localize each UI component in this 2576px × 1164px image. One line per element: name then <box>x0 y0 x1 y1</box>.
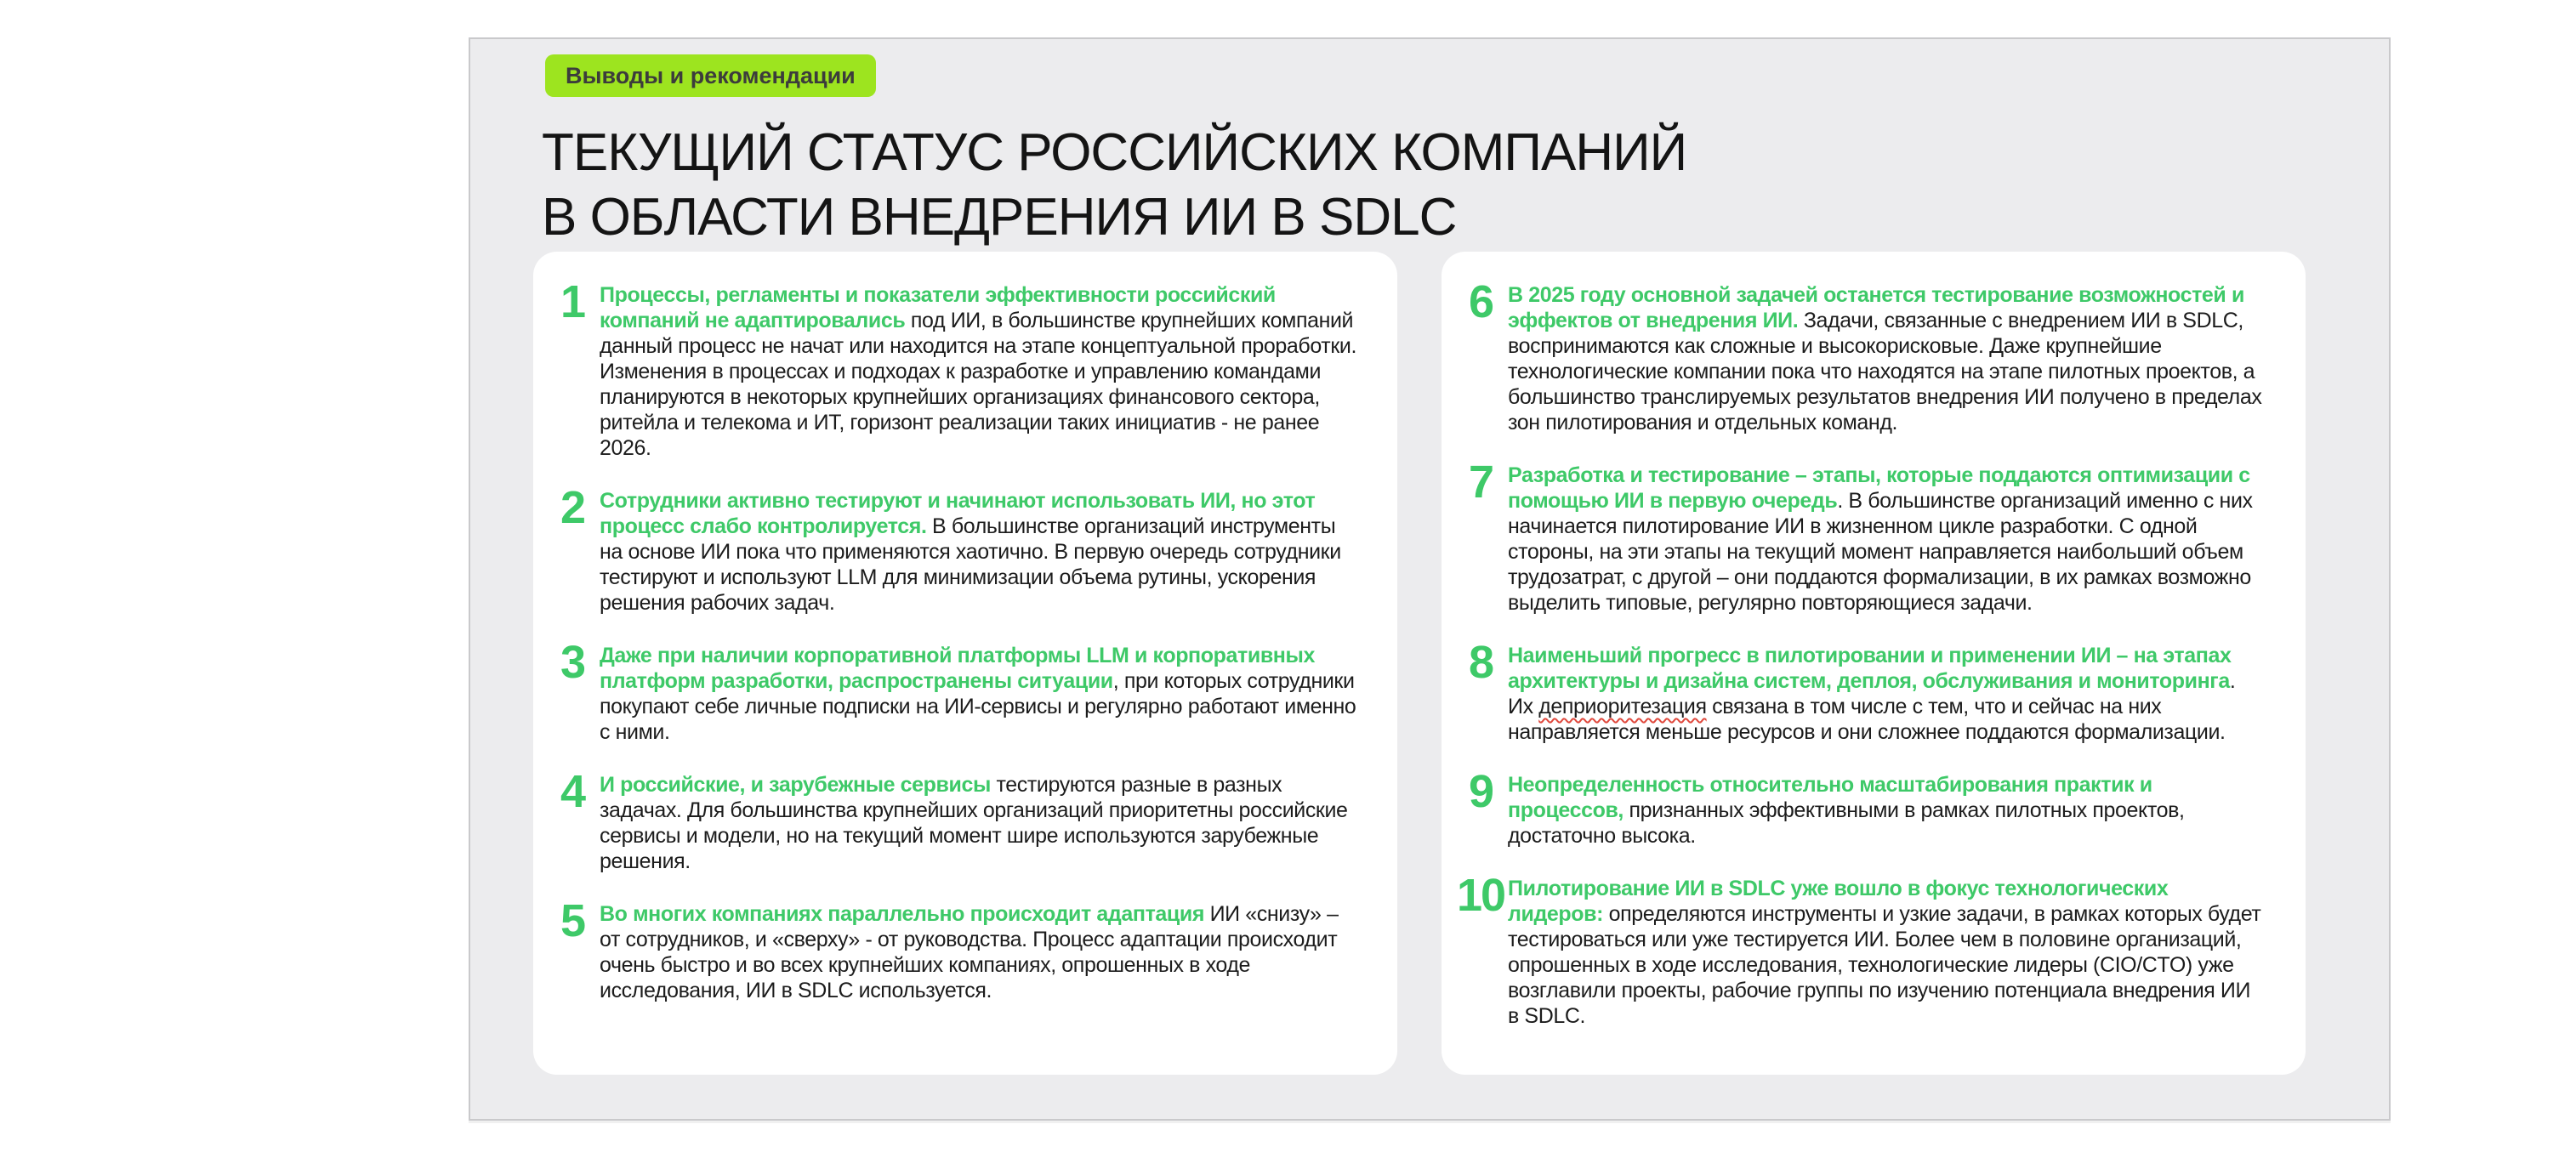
item-text <box>600 282 1356 461</box>
section-badge: Выводы и рекомендации <box>545 54 876 97</box>
item-body-segment: тестируются разные в разных задачах. Для большинства крупнейших организаций приоритетны российские сервисы и модели, но на текущий момент шире используются зарубежные решения. <box>600 773 1348 873</box>
item-lead-text: Пилотирование ИИ в SDLC уже вошло в фокус технологических лидеров: <box>1508 877 2169 926</box>
item-number: 1 <box>560 276 585 327</box>
item-lead-text: Даже при наличии корпоративной платформы LLM и корпоративных платформ разработки, распространены ситуации <box>600 644 1315 693</box>
item-text <box>1508 643 2265 745</box>
numbered-conclusion-item <box>1453 276 2265 435</box>
cards-row <box>533 252 2306 1075</box>
slide-title-line2: В ОБЛАСТИ ВНЕДРЕНИЯ ИИ В SDLC <box>542 188 1457 247</box>
item-lead-text: Сотрудники активно тестируют и начинают использовать ИИ, но этот процесс слабо контролируется. <box>600 489 1316 538</box>
numbered-conclusion-item <box>1453 637 2265 745</box>
item-lead-text: В 2025 году основной задачей останется тестирование возможностей и эффектов от внедрения ИИ. <box>1508 283 2244 332</box>
item-body-misspelled-word: деприоритезация <box>1538 695 1707 718</box>
item-text <box>1508 463 2265 616</box>
slide-title-line1: ТЕКУЩИЙ СТАТУС РОССИЙСКИХ КОМПАНИЙ <box>542 123 1687 182</box>
item-body-segment: связана в том числе с тем, что и сейчас на них направляется меньше ресурсов и они сложнее поддаются формализации. <box>1508 695 2226 744</box>
conclusions-card-right <box>1442 252 2306 1075</box>
item-body-segment: . Их <box>1508 669 2236 718</box>
item-body-segment: определяются инструменты и узкие задачи, в рамках которых будет тестироваться или уже тестируется ИИ. Более чем в половине организаций, опрошенных в ходе исследования, технологические лидеры (CIO/CTO) уже возглавили проекты, рабочие группы по изучению потенциала внедрения ИИ в SDLC. <box>1508 902 2261 1028</box>
item-body-segment: . В большинстве организаций именно с них начинается пилотирование ИИ в жизненном цикле разработки. С одной стороны, на эти этапы на текущий момент направляется наибольший объем трудозатрат, с другой – они поддаются формализации, в их рамках возможно выделить типовые, регулярно повторяющиеся задачи. <box>1508 489 2253 615</box>
item-text <box>1508 772 2265 849</box>
item-number: 4 <box>560 766 585 817</box>
item-body-text <box>1508 902 2260 1028</box>
item-body-segment: Задачи, связанные с внедрением ИИ в SDLC, воспринимаются как сложные и высокорисковые. Даже крупнейшие технологические компании пока что находятся на этапе пилотных проектов, а большинство транслируемых результатов внедрения ИИ получено в пределах зон пилотирования и отдельных команд. <box>1508 309 2262 434</box>
numbered-conclusion-item <box>1453 870 2265 1029</box>
item-text <box>600 643 1356 745</box>
item-body-segment: , при которых сотрудники покупают себе личные подписки на ИИ-сервисы и регулярно работают именно с ними. <box>600 669 1356 744</box>
numbered-conclusion-item <box>1453 457 2265 616</box>
item-text <box>600 772 1356 874</box>
item-number: 10 <box>1456 870 1505 921</box>
item-number: 2 <box>560 482 585 533</box>
item-number: 3 <box>560 637 585 688</box>
numbered-conclusion-item <box>545 482 1356 616</box>
item-body-segment: под ИИ, в большинстве крупнейших компаний данный процесс не начат или находится на этапе концептуальной проработки. Изменения в процессах и подходах к разработке и управлению командами планируются в некоторых крупнейших организациях финансового сектора, ритейла и телекома и ИТ, горизонт реализации таких инициатив - не ранее 2026. <box>600 309 1357 460</box>
item-lead-text: Процессы, регламенты и показатели эффективности российский компаний не адаптировались <box>600 283 1276 332</box>
numbered-conclusion-item <box>545 276 1357 461</box>
item-body-segment: признанных эффективными в рамках пилотных проектов, достаточно высока. <box>1508 798 2185 848</box>
items-list-left <box>545 276 1357 1003</box>
item-number: 6 <box>1468 276 1493 327</box>
numbered-conclusion-item <box>545 766 1356 874</box>
item-number: 7 <box>1468 457 1493 508</box>
item-lead-text: И российские, и зарубежные сервисы <box>600 773 991 797</box>
item-number: 9 <box>1468 766 1493 817</box>
conclusions-card-left <box>533 252 1397 1075</box>
item-body-segment: ИИ «снизу» – от сотрудников, и «сверху» - от руководства. Процесс адаптации происходит очень быстро и во всех крупнейших компаниях, опрошенных в ходе исследования, ИИ в SDLC используется. <box>600 902 1339 1002</box>
item-lead-text: Во многих компаниях параллельно происходит адаптация <box>600 902 1205 926</box>
item-text <box>1508 876 2265 1029</box>
item-text <box>600 901 1356 1003</box>
item-body-segment: В большинстве организаций инструменты на основе ИИ пока что применяются хаотично. В первую очередь сотрудники тестируют и используют LLM для минимизации объема рутины, ускорения решения рабочих задач. <box>600 514 1341 615</box>
item-lead-text: Разработка и тестирование – этапы, которые поддаются оптимизации с помощью ИИ в первую очередь <box>1508 463 2250 513</box>
slide-title <box>542 121 1686 250</box>
item-lead-text: Наименьший прогресс в пилотировании и применении ИИ – на этапах архитектуры и дизайна систем, деплоя, обслуживания и мониторинга <box>1508 644 2232 693</box>
items-list-right <box>1453 276 2265 1029</box>
item-lead-text: Неопределенность относительно масштабирования практик и процессов, <box>1508 773 2152 822</box>
numbered-conclusion-item <box>545 637 1356 745</box>
item-number: 8 <box>1468 637 1493 688</box>
item-text <box>1508 282 2265 435</box>
item-text <box>600 488 1356 616</box>
numbered-conclusion-item <box>1453 766 2265 849</box>
slide-panel <box>469 37 2391 1121</box>
item-number: 5 <box>560 895 585 946</box>
numbered-conclusion-item <box>545 895 1356 1003</box>
